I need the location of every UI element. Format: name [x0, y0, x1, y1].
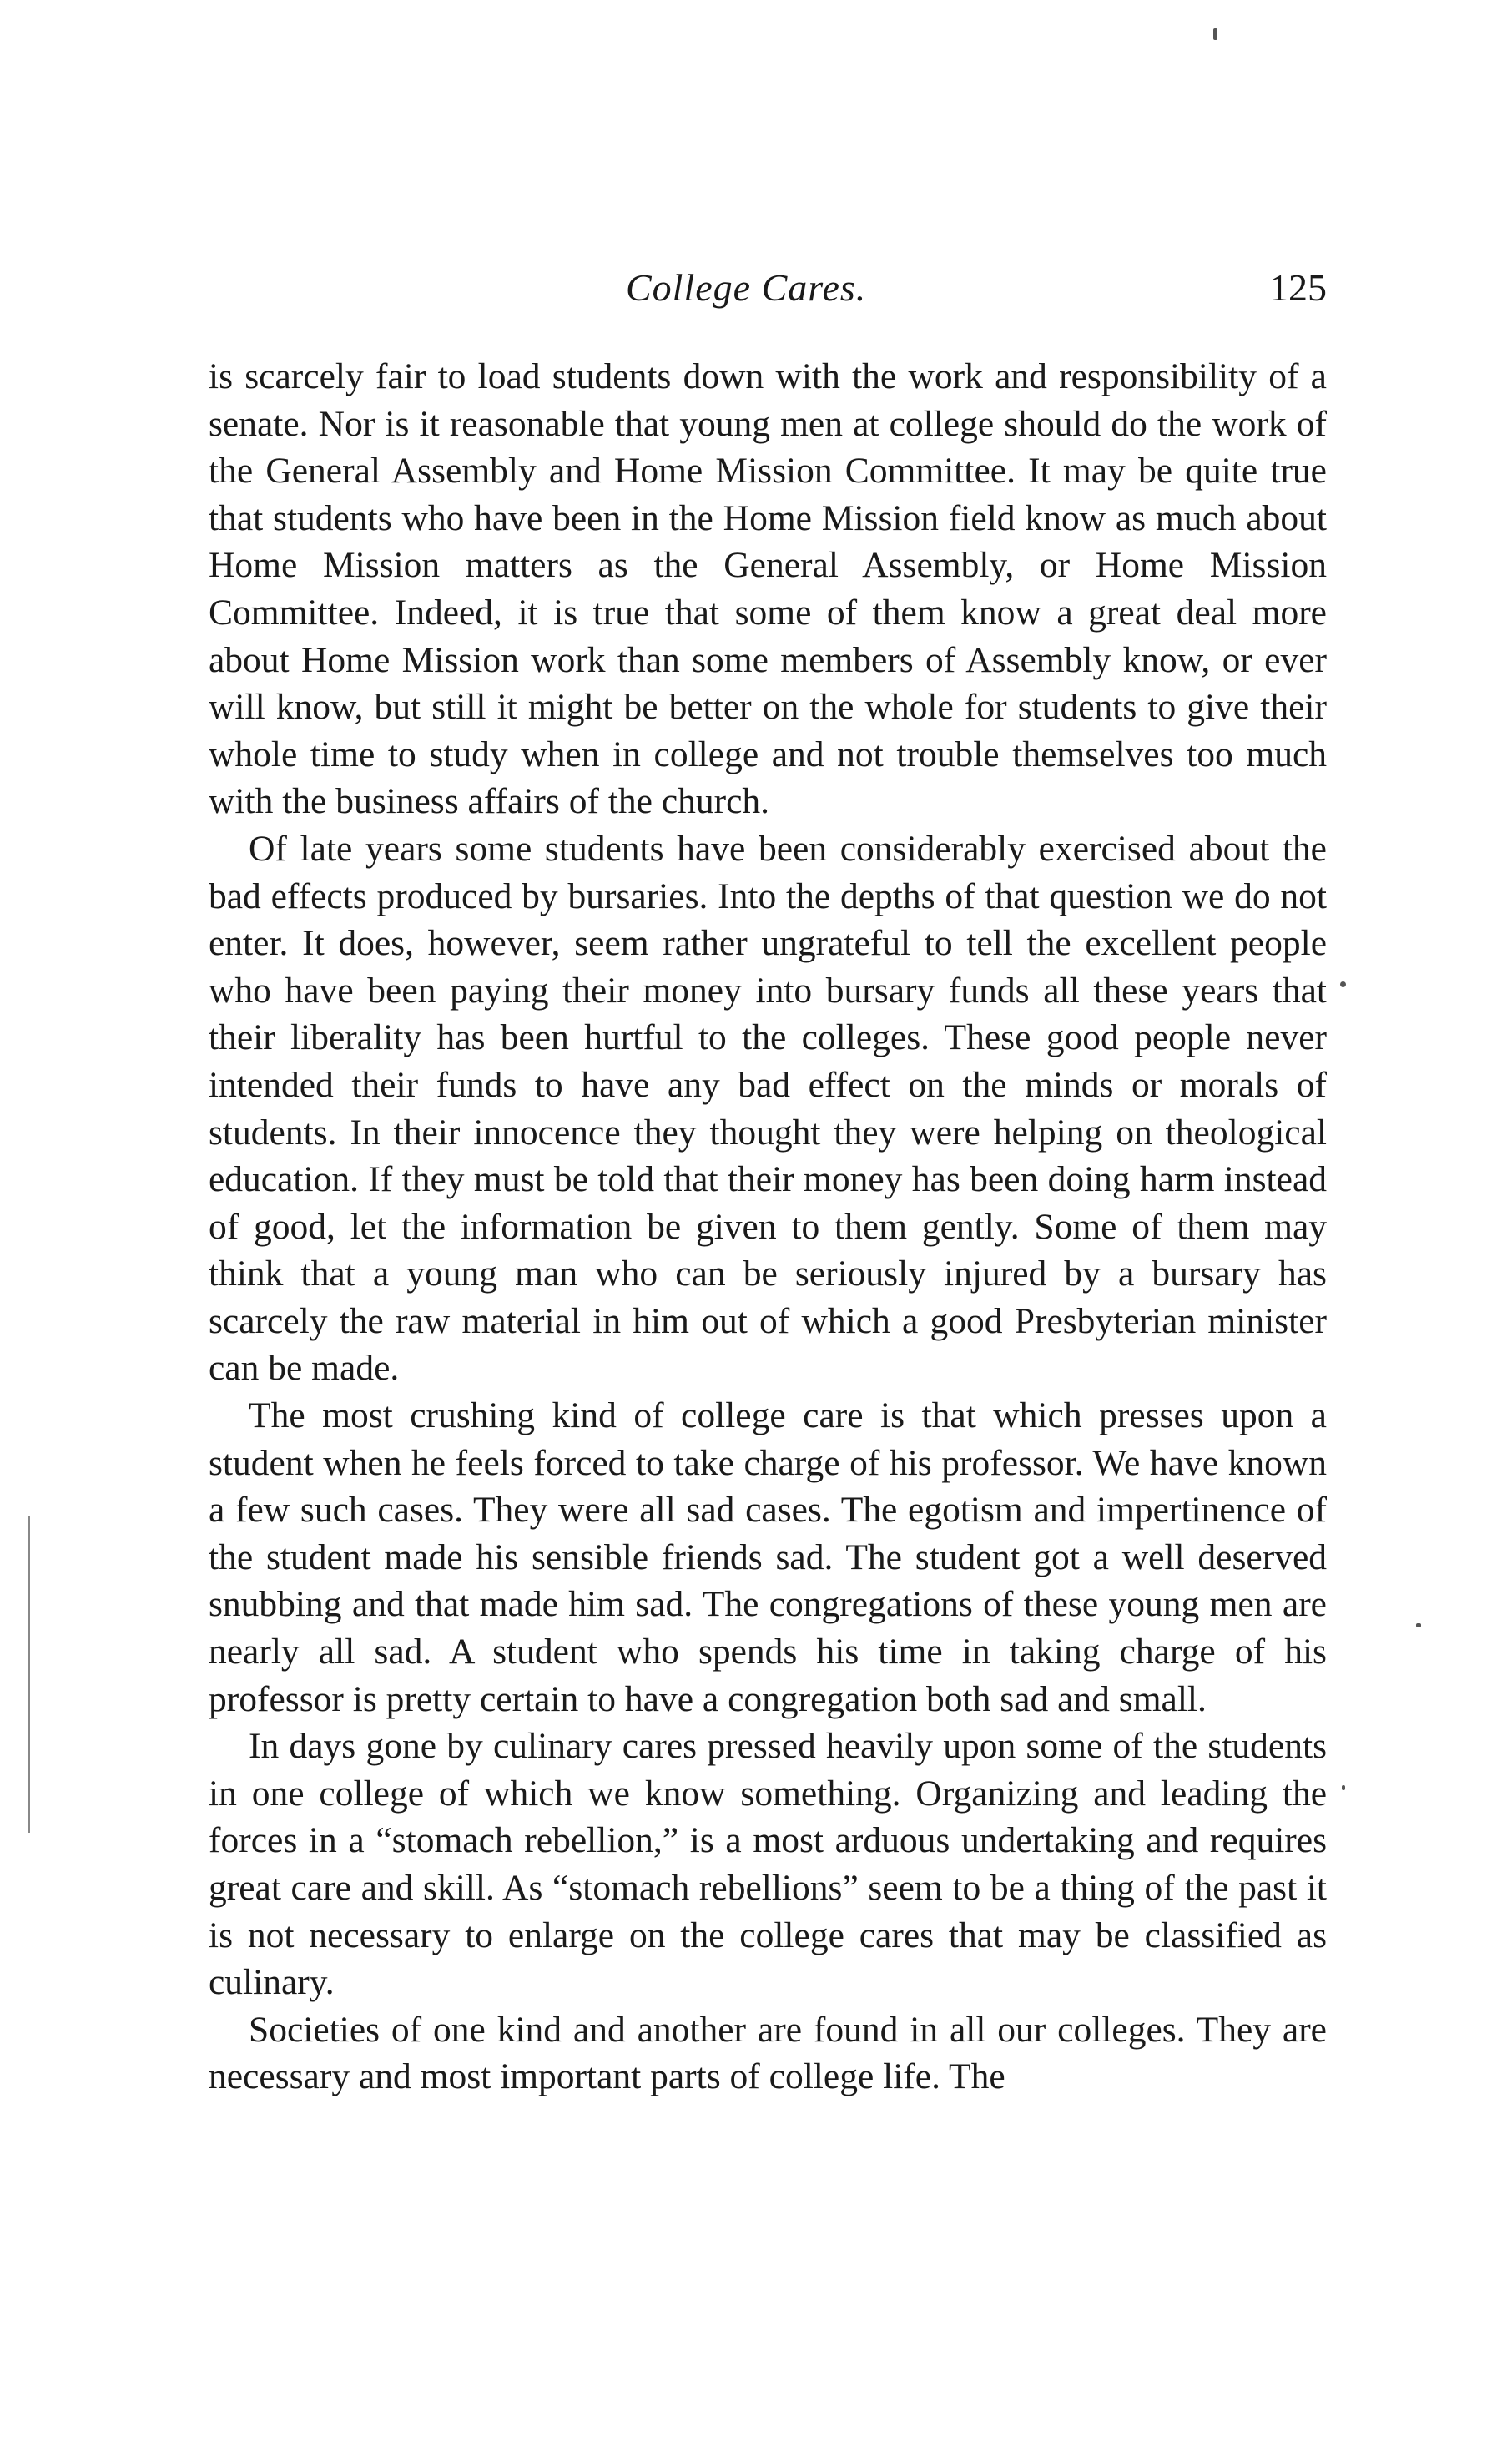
paragraph: Societies of one kind and another are found in all our colleges. They are necessary and most important parts of college life. The: [209, 2009, 1327, 2097]
ink-speck: [1416, 1623, 1421, 1627]
paragraph: is scarcely fair to load students down with the work and responsibility of a senate. Nor is it reasonable that young men at college should do the work of the General Assembly and Home Mission Committee. It may be quite true that students who have been in the Home Mission field know as much about Home Mission matters as the General Assembly, or Home Mission Committee. Indeed, it is true that some of them know a great deal more about Home Mission work than some members of Assembly know, or ever will know, but still it might be better on the whole for students to give their whole time to study when in college and not trouble themselves too much with the business affairs of the church.: [209, 356, 1327, 822]
running-title: College Cares.: [626, 266, 867, 309]
page-number: 125: [1269, 266, 1327, 309]
body-text: [209, 353, 1327, 2101]
ink-speck: [1342, 1785, 1345, 1790]
page-header: [209, 265, 1327, 324]
paragraph: Of late years some students have been considerably exercised about the bad effects produced by bursaries. Into the depths of that question we do not enter. It does, however, seem rather ungrateful to tell the excellent people who have been paying their money into bursary funds all these years that their liberality has been hurtful to the colleges. These good people never intended their funds to have any bad effect on the minds or morals of students. In their innocence they thought they were helping on theological education. If they must be told that their money has been doing harm instead of good, let the information be given to them gently. Some of them may think that a young man who can be seriously injured by a bursary has scarcely the raw material in him out of which a good Presbyterian minister can be made.: [209, 828, 1327, 1389]
ink-speck: [1340, 981, 1346, 987]
paragraph: The most crushing kind of college care is that which presses upon a student when he feels forced to take charge of his professor. We have known a few such cases. They were all sad cases. The egotism and impertinence of the student made his sensible friends sad. The student got a well deserved snubbing and that made him sad. The congregations of these young men are nearly all sad. A student who spends his time in taking charge of his professor is pretty certain to have a congregation both sad and small.: [209, 1395, 1327, 1719]
paragraph: In days gone by culinary cares pressed heavily upon some of the students in one college of which we know something. Organizing and leading the forces in a “stomach rebellion,” is a most arduous undertaking and requires great care and skill. As “stomach rebellions” seem to be a thing of the past it is not necessary to enlarge on the college cares that may be classified as culinary.: [209, 1726, 1327, 2003]
margin-scan-line: [28, 1516, 30, 1833]
ink-speck: [1213, 28, 1217, 40]
